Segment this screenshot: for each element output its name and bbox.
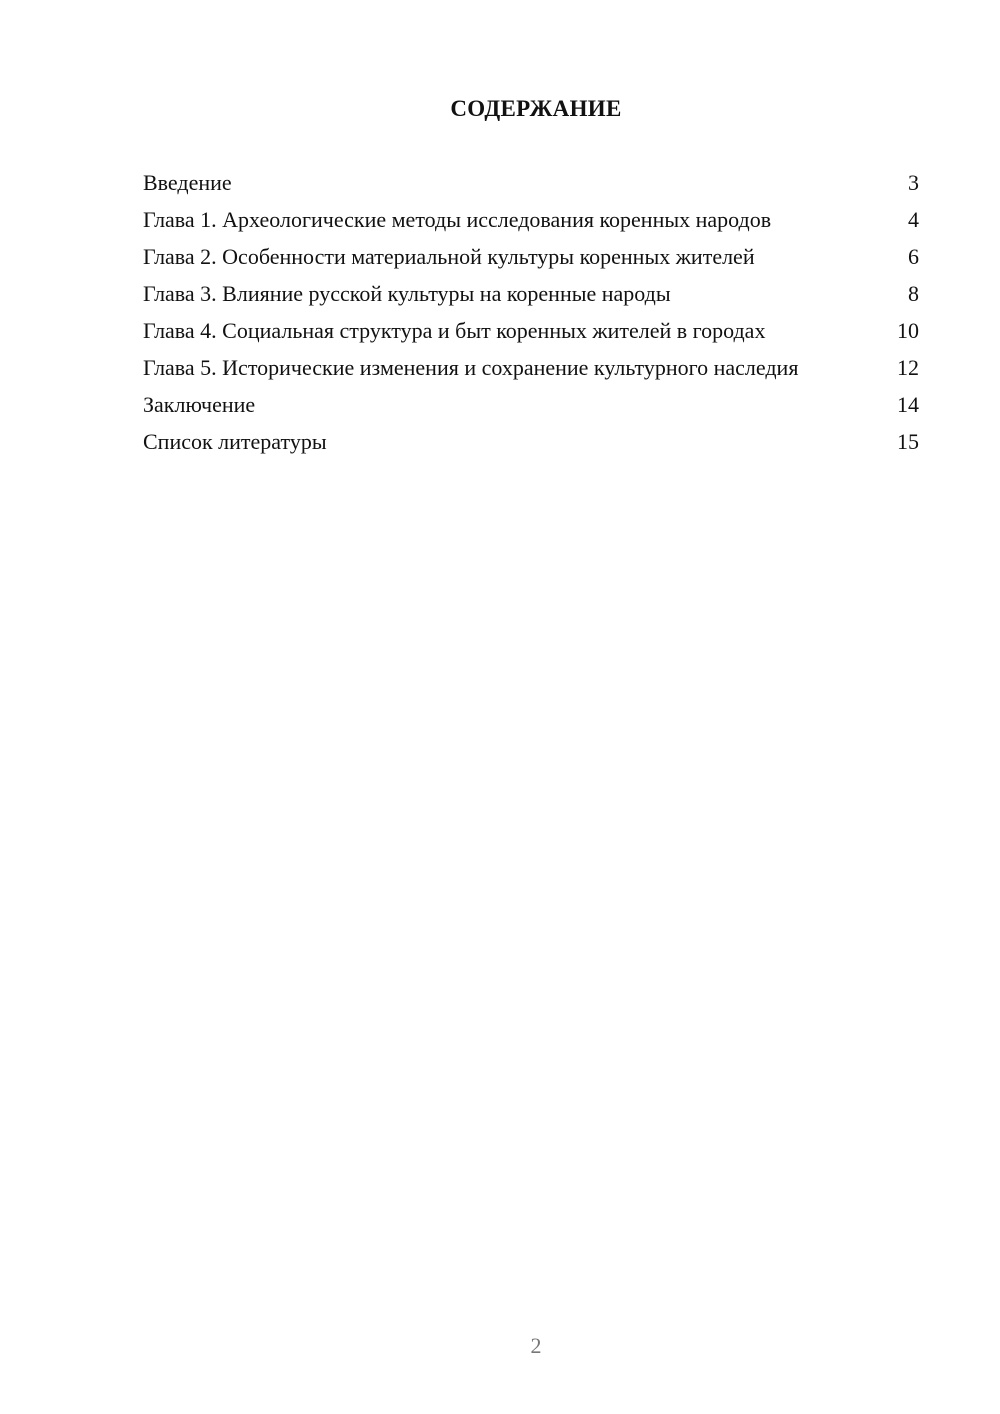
toc-entry-chapter-2: [143, 244, 919, 270]
toc-entry-page: 10: [897, 318, 919, 343]
toc-entry-page: 8: [908, 281, 919, 306]
toc-entry-page: 12: [897, 355, 919, 380]
toc-entry-introduction: [143, 170, 919, 196]
toc-entry-chapter-3: [143, 281, 919, 307]
toc-entry-text: Заключение: [143, 392, 256, 417]
toc-entry-chapter-4: [143, 318, 919, 344]
toc-entry-page: 6: [908, 244, 919, 269]
toc-entry-text: Глава 5. Исторические изменения и сохранение культурного наследия: [143, 355, 799, 380]
table-of-contents: [143, 170, 919, 466]
toc-entry-text: Список литературы: [143, 429, 327, 454]
toc-entry-text: Глава 2. Особенности материальной культуры коренных жителей: [143, 244, 755, 269]
toc-entry-text: Введение: [143, 170, 232, 195]
toc-entry-chapter-5: [143, 355, 919, 381]
toc-entry-references: [143, 429, 919, 455]
page-number: 2: [530, 1333, 542, 1358]
toc-entry-chapter-1: [143, 207, 919, 233]
toc-entry-text: Глава 1. Археологические методы исследования коренных народов: [143, 207, 772, 232]
toc-entry-text: Глава 4. Социальная структура и быт коренных жителей в городах: [143, 318, 766, 343]
toc-entry-text: Глава 3. Влияние русской культуры на коренные народы: [143, 281, 671, 306]
toc-entry-conclusion: [143, 392, 919, 418]
toc-entry-page: 3: [908, 170, 919, 195]
toc-entry-page: 4: [908, 207, 919, 232]
toc-entry-page: 15: [897, 429, 919, 454]
toc-entry-page: 14: [897, 392, 919, 417]
page-title: СОДЕРЖАНИЕ: [450, 96, 622, 121]
